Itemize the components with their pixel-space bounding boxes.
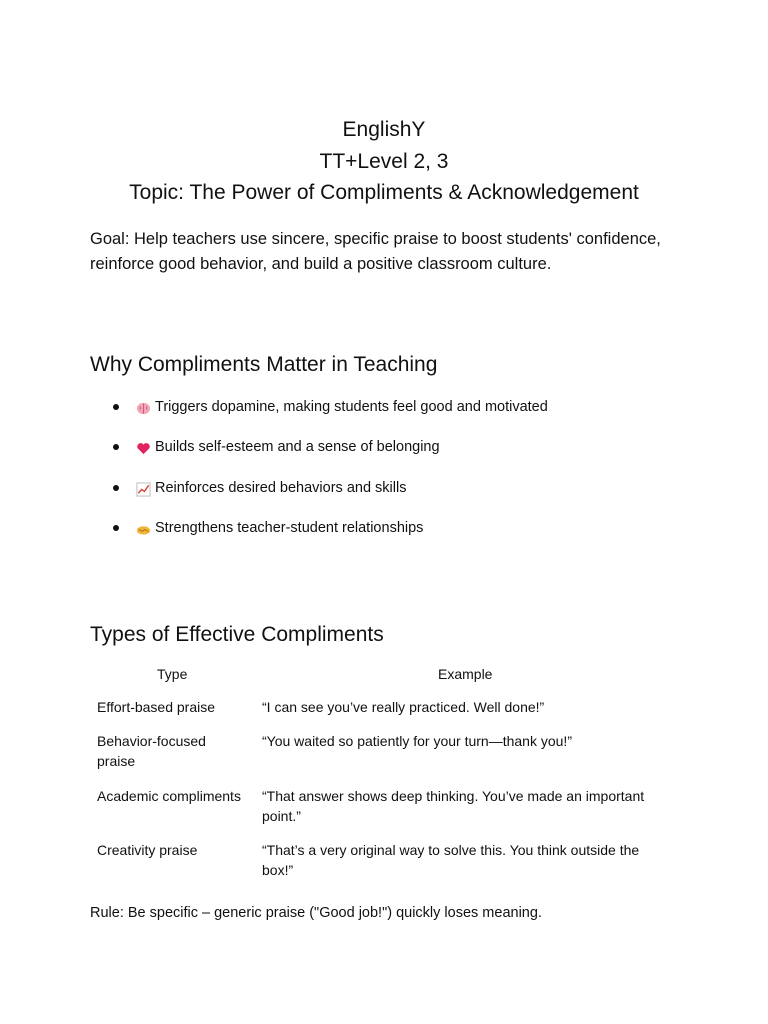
list-item-text: Reinforces desired behaviors and skills bbox=[155, 480, 407, 496]
list-item bbox=[113, 518, 423, 538]
table-header-type: Type bbox=[157, 666, 188, 682]
table-cell-type: Effort-based praise bbox=[97, 699, 216, 715]
heart-icon bbox=[135, 437, 151, 457]
chart-up-icon bbox=[135, 478, 151, 498]
table-cell-example: “That’s a very original way to solve this. You think outside the box!” bbox=[262, 842, 640, 878]
table-cell-type: Behavior-focused praise bbox=[97, 733, 206, 769]
table-cell-example: “That answer shows deep thinking. You’ve made an important point.” bbox=[262, 788, 645, 824]
table-cell-example: “I can see you’ve really practiced. Well done!” bbox=[262, 699, 545, 715]
list-item-text: Strengthens teacher-student relationships bbox=[155, 520, 424, 536]
bullet-dot bbox=[113, 485, 119, 491]
table-cell-example: “You waited so patiently for your turn—thank you!” bbox=[262, 733, 572, 749]
why-heading: Why Compliments Matter in Teaching bbox=[90, 353, 438, 376]
types-heading: Types of Effective Compliments bbox=[90, 623, 384, 646]
table-cell-type: Creativity praise bbox=[97, 842, 198, 858]
brain-icon bbox=[135, 397, 151, 417]
list-item bbox=[113, 397, 548, 417]
goal-paragraph: Goal: Help teachers use sincere, specific praise to boost students' confidence, reinforce good behavior, and build a positive classroom culture. bbox=[90, 230, 661, 273]
table-cell-type: Academic compliments bbox=[97, 788, 241, 804]
list-item-text: Triggers dopamine, making students feel good and motivated bbox=[155, 399, 548, 415]
bullet-dot bbox=[113, 404, 119, 410]
list-item bbox=[113, 478, 406, 498]
title-line-topic: Topic: The Power of Compliments & Acknowledgement bbox=[129, 181, 639, 204]
handshake-icon bbox=[135, 518, 151, 538]
list-item bbox=[113, 437, 440, 457]
title-block bbox=[0, 114, 768, 209]
rule-note: Rule: Be specific – generic praise ("Good job!") quickly loses meaning. bbox=[90, 905, 542, 921]
list-item-text: Builds self-esteem and a sense of belonging bbox=[155, 439, 440, 455]
title-line-brand: EnglishY bbox=[342, 118, 426, 141]
bullet-dot bbox=[113, 444, 119, 450]
bullet-dot bbox=[113, 525, 119, 531]
title-line-level: TT+Level 2, 3 bbox=[319, 149, 449, 173]
table-header-example: Example bbox=[438, 666, 493, 682]
